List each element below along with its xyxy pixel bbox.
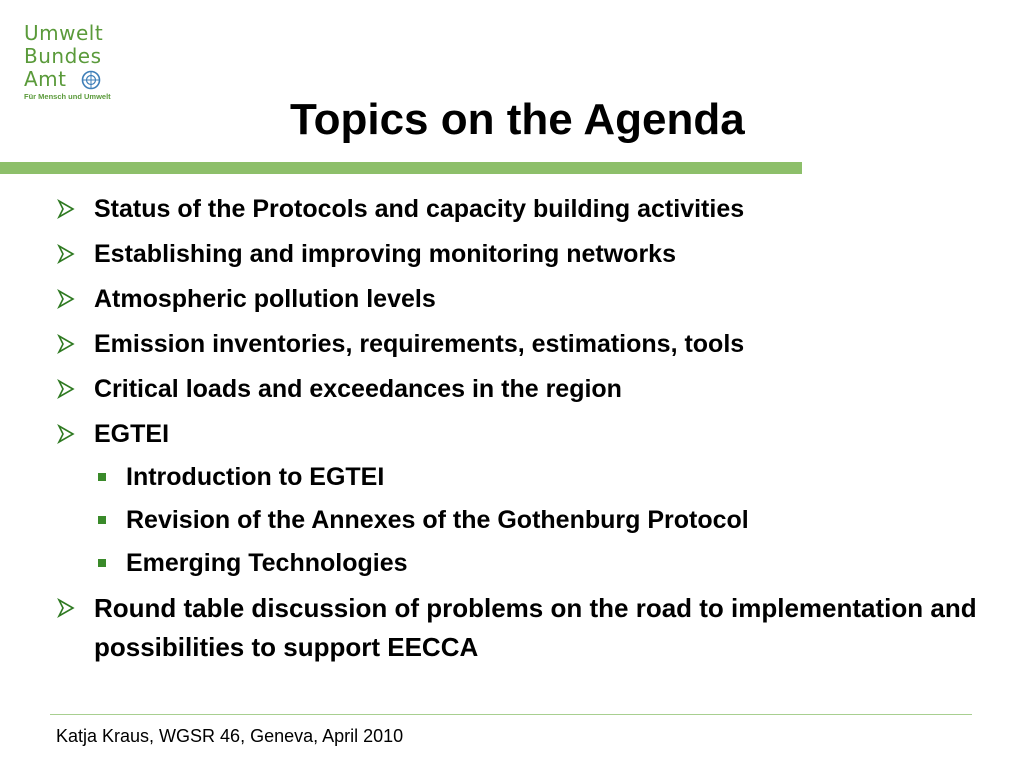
logo-line-3: Amt (24, 67, 67, 91)
logo-line-2: Bundes (24, 44, 102, 68)
agenda-item-text: EGTEI (94, 420, 170, 448)
footer-divider (50, 714, 972, 715)
agenda-item (56, 589, 986, 667)
agenda-item (56, 235, 986, 273)
agenda-item-text: Establishing and improving monitoring networks (94, 240, 676, 268)
arrow-bullet-icon (56, 280, 94, 318)
arrow-bullet-icon (56, 415, 94, 453)
logo-line-1: Umwelt (24, 21, 104, 45)
square-bullet-icon (98, 473, 106, 481)
agenda-item-text: Emission inventories, requirements, estimations, tools (94, 330, 745, 358)
agenda-subitem (98, 460, 986, 494)
arrow-bullet-icon (56, 235, 94, 273)
agenda-item-text: Status of the Protocols and capacity building activities (94, 195, 745, 223)
agenda-subitem-text: Emerging Technologies (126, 549, 408, 577)
umweltbundesamt-logo (24, 22, 134, 112)
agenda-list (56, 190, 986, 674)
title-underline (0, 162, 802, 174)
agenda-subitem (98, 546, 986, 580)
agenda-item-text: Atmospheric pollution levels (94, 285, 436, 313)
arrow-bullet-icon (56, 325, 94, 363)
agenda-subitem (98, 503, 986, 537)
agenda-item (56, 280, 986, 318)
agenda-item-text: Round table discussion of problems on the road to implementation and possibilities to support EECCA (94, 593, 977, 662)
logo-tagline: Für Mensch und Umwelt (24, 92, 111, 101)
agenda-subitem-text: Introduction to EGTEI (126, 463, 385, 491)
square-bullet-icon (98, 559, 106, 567)
agenda-item (56, 370, 986, 408)
logo-amt-row (24, 68, 134, 91)
square-bullet-icon (98, 516, 106, 524)
agenda-item-text: Critical loads and exceedances in the region (94, 375, 622, 403)
arrow-bullet-icon (56, 370, 94, 408)
agenda-item (56, 190, 986, 228)
arrow-bullet-icon (56, 589, 94, 627)
agenda-subitem-text: Revision of the Annexes of the Gothenburg Protocol (126, 506, 749, 534)
globe-icon (81, 70, 101, 90)
arrow-bullet-icon (56, 190, 94, 228)
agenda-item (56, 415, 986, 453)
footer-text: Katja Kraus, WGSR 46, Geneva, April 2010 (56, 726, 404, 746)
slide-title: Topics on the Agenda (290, 95, 745, 144)
agenda-item (56, 325, 986, 363)
